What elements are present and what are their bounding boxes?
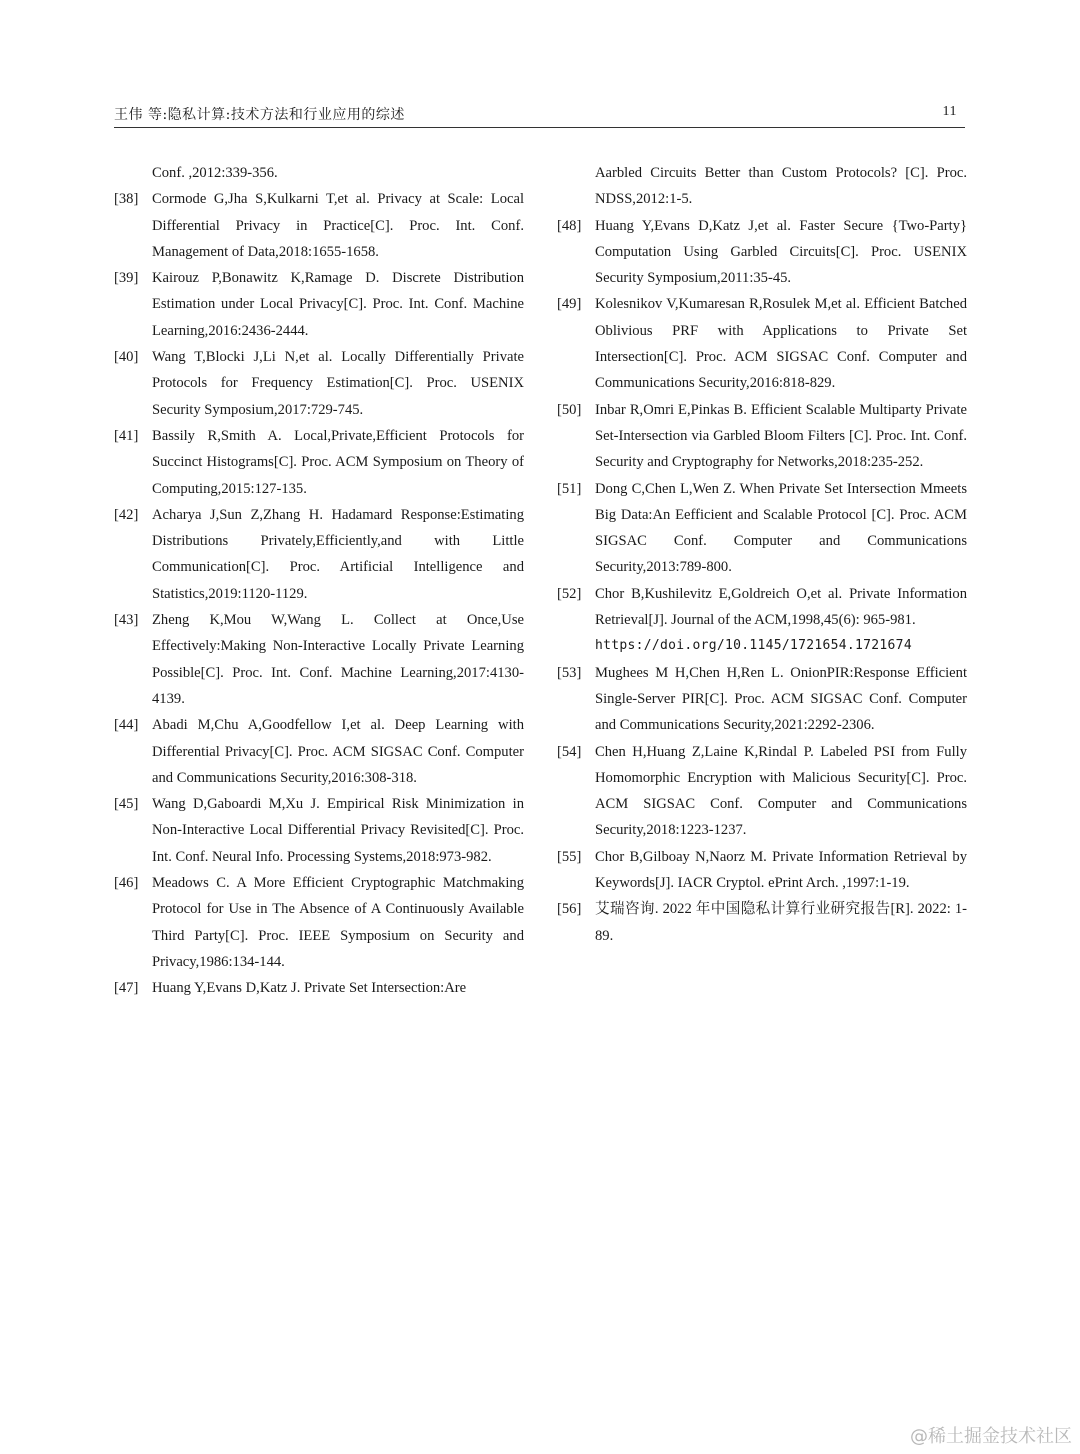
reference-42	[114, 502, 524, 607]
ref-number: [49]	[557, 296, 582, 313]
ref-text: Kairouz P,Bonawitz K,Ramage D. Discrete Distribution Estimation under Local Privacy[C]. Proc. Int. Conf. Machine Learning,2016:2436-2444.	[152, 270, 524, 339]
reference-48	[557, 213, 967, 292]
left-column	[114, 160, 524, 1002]
ref-text: Cormode G,Jha S,Kulkarni T,et al. Privacy at Scale: Local Differential Privacy in Practice[C]. Proc. Int. Conf. Management of Data,2018:1655-1658.	[152, 191, 524, 260]
reference-54	[557, 739, 967, 844]
ref-text: Acharya J,Sun Z,Zhang H. Hadamard Response:Estimating Distributions Privately,Efficiently,and with Little Communication[C]. Proc. Artificial Intelligence and Statistics,2019:1120-1129.	[152, 506, 524, 602]
ref-number: [53]	[557, 664, 582, 681]
right-column	[557, 160, 967, 949]
reference-47	[114, 975, 524, 1001]
ref-text: Wang T,Blocki J,Li N,et al. Locally Differentially Private Protocols for Frequency Estimation[C]. Proc. USENIX Security Symposium,2017:729-745.	[152, 349, 524, 418]
running-header	[114, 101, 965, 128]
ref-text: Huang Y,Evans D,Katz J,et al. Faster Secure {Two-Party} Computation Using Garbled Circuits[C]. Proc. USENIX Security Symposium,2011:35-45.	[595, 217, 967, 287]
page-number: 11	[942, 104, 957, 119]
ref-text: Zheng K,Mou W,Wang L. Collect at Once,Use Effectively:Making Non-Interactive Locally Private Learning Possible[C]. Proc. Int. Conf. Machine Learning,2017:4130-4139.	[152, 612, 524, 707]
reference-52	[557, 581, 967, 634]
ref-number: [44]	[114, 717, 139, 734]
ref-number: [50]	[557, 401, 582, 418]
ref-text: Chor B,Kushilevitz E,Goldreich O,et al. Private Information Retrieval[J]. Journal of the ACM,1998,45(6): 965-981.	[595, 585, 967, 629]
ref-text: Mughees M H,Chen H,Ren L. OnionPIR:Response Efficient Single-Server PIR[C]. Proc. ACM SIGSAC Conf. Computer and Communications Security,2021:2292-2306.	[595, 664, 967, 734]
reference-40	[114, 344, 524, 423]
ref-number: [38]	[114, 191, 139, 208]
ref-text: Wang D,Gaboardi M,Xu J. Empirical Risk Minimization in Non-Interactive Local Differential Privacy Revisited[C]. Proc. Int. Conf. Neural Info. Processing Systems,2018:973-982.	[152, 796, 524, 865]
ref-text: Chen H,Huang Z,Laine K,Rindal P. Labeled PSI from Fully Homomorphic Encryption with Malicious Security[C]. Proc. ACM SIGSAC Conf. Computer and Communications Security,2018:1223-1237.	[595, 743, 967, 839]
ref-number: [47]	[114, 980, 139, 997]
reference-51	[557, 476, 967, 581]
watermark: @稀土掘金技术社区	[910, 1426, 1072, 1447]
ref-number: [40]	[114, 349, 139, 366]
reference-45	[114, 791, 524, 870]
ref-number: [55]	[557, 848, 582, 865]
reference-55	[557, 844, 967, 897]
ref-continuation: Aarbled Circuits Better than Custom Protocols? [C]. Proc. NDSS,2012:1-5.	[595, 165, 967, 208]
ref-number: [46]	[114, 875, 139, 892]
running-title: 王伟 等:隐私计算:技术方法和行业应用的综述	[114, 107, 405, 123]
ref-number: [41]	[114, 427, 139, 444]
ref-text: Bassily R,Smith A. Local,Private,Efficient Protocols for Succinct Histograms[C]. Proc. ACM Symposium on Theory of Computing,2015:127-135.	[152, 427, 524, 497]
ref-text: Meadows C. A More Efficient Cryptographic Matchmaking Protocol for Use in The Absence of A Continuously Available Third Party[C]. Proc. IEEE Symposium on Security and Privacy,1986:134-144.	[152, 875, 524, 970]
reference-43	[114, 607, 524, 712]
ref-number: [39]	[114, 270, 139, 287]
ref-text: Dong C,Chen L,Wen Z. When Private Set Intersection Mmeets Big Data:An Eefficient and Scalable Protocol [C]. Proc. ACM SIGSAC Conf. Computer and Communications Security,2013:789-800.	[595, 480, 967, 576]
reference-46	[114, 870, 524, 975]
ref-continuation: Conf. ,2012:339-356.	[152, 165, 278, 181]
ref-text: Kolesnikov V,Kumaresan R,Rosulek M,et al. Efficient Batched Oblivious PRF with Applications to Private Set Intersection[C]. Proc. ACM SIGSAC Conf. Computer and Communications Security,2016:818-829.	[595, 296, 967, 392]
ref-number: [51]	[557, 480, 582, 497]
ref-text: 艾瑞咨询. 2022 年中国隐私计算行业研究报告[R]. 2022: 1-89.	[595, 901, 967, 944]
ref-text: Abadi M,Chu A,Goodfellow I,et al. Deep Learning with Differential Privacy[C]. Proc. ACM SIGSAC Conf. Computer and Communications Security,2016:308-318.	[152, 717, 524, 786]
reference-39	[114, 265, 524, 344]
reference-50	[557, 397, 967, 476]
ref-text: Inbar R,Omri E,Pinkas B. Efficient Scalable Multiparty Private Set-Intersection via Garbled Bloom Filters [C]. Proc. Int. Conf. Security and Cryptography for Networks,2018:235-252.	[595, 401, 967, 471]
ref-text: Huang Y,Evans D,Katz J. Private Set Intersection:Are	[152, 980, 467, 997]
reference-41	[114, 423, 524, 502]
ref-text: Chor B,Gilboay N,Naorz M. Private Information Retrieval by Keywords[J]. IACR Cryptol. ePrint Arch. ,1997:1-19.	[595, 848, 967, 892]
ref-number: [42]	[114, 506, 139, 523]
reference-49	[557, 291, 967, 396]
reference-56	[557, 896, 967, 949]
ref-number: [43]	[114, 612, 139, 629]
reference-44	[114, 712, 524, 791]
doi-link[interactable]: https://doi.org/10.1145/1721654.1721674	[595, 638, 912, 654]
ref-number: [45]	[114, 796, 139, 813]
ref-number: [56]	[557, 901, 582, 918]
ref-number: [48]	[557, 217, 582, 234]
ref-number: [54]	[557, 743, 582, 760]
reference-38	[114, 186, 524, 265]
reference-53	[557, 660, 967, 739]
ref-number: [52]	[557, 585, 582, 602]
